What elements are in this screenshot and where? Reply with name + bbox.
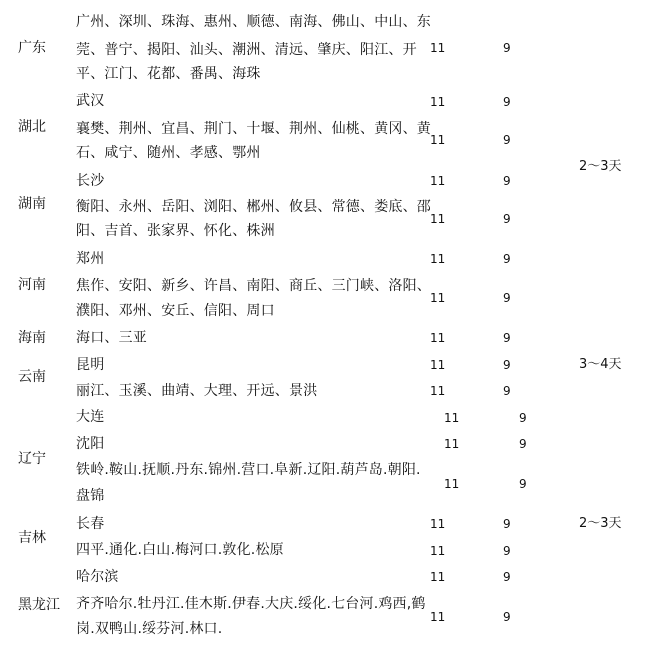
standard-days-value: 11: [430, 174, 446, 188]
city-list-line: 盘锦: [76, 488, 105, 504]
province-label: 河南: [18, 277, 46, 293]
express-days-value: 9: [519, 477, 527, 491]
express-days-value: 9: [503, 384, 511, 398]
city-list-line: 襄樊、荆州、宜昌、荆门、十堰、荆州、仙桃、黄冈、黄: [76, 121, 431, 137]
express-days-value: 9: [503, 570, 511, 584]
city-list-line: 阳、吉首、张家界、怀化、株洲: [76, 223, 275, 239]
standard-days-value: 11: [444, 437, 460, 451]
standard-days-value: 11: [430, 95, 446, 109]
standard-days-value: 11: [430, 331, 446, 345]
standard-days-value: 11: [430, 570, 446, 584]
standard-days-value: 11: [430, 384, 446, 398]
delivery-time-range: 3～4天: [579, 357, 622, 372]
city-list-line: 齐齐哈尔.牡丹江.佳木斯.伊春.大庆.绥化.七台河.鸡西,鹤: [76, 596, 426, 612]
city-list-line: 濮阳、邓州、安丘、信阳、周口: [76, 303, 275, 319]
city-list-line: 郑州: [76, 251, 105, 267]
standard-days-value: 11: [430, 544, 446, 558]
standard-days-value: 11: [430, 291, 446, 305]
express-days-value: 9: [503, 41, 511, 55]
city-list-line: 哈尔滨: [76, 569, 119, 585]
city-list-line: 石、咸宁、随州、孝感、鄂州: [76, 145, 261, 161]
city-list-line: 武汉: [76, 93, 105, 109]
standard-days-value: 11: [444, 411, 460, 425]
province-label: 黑龙江: [18, 597, 60, 613]
express-days-value: 9: [503, 174, 511, 188]
standard-days-value: 11: [430, 212, 446, 226]
express-days-value: 9: [503, 291, 511, 305]
province-label: 海南: [18, 330, 46, 346]
province-label: 吉林: [18, 530, 46, 546]
city-list-line: 海口、三亚: [76, 330, 147, 346]
express-days-value: 9: [503, 517, 511, 531]
standard-days-value: 11: [430, 252, 446, 266]
city-list-line: 长春: [76, 516, 105, 532]
city-list-line: 衡阳、永州、岳阳、浏阳、郴州、攸县、常德、娄底、邵: [76, 199, 431, 215]
express-days-value: 9: [503, 331, 511, 345]
express-days-value: 9: [503, 95, 511, 109]
city-list-line: 岗.双鸭山.绥芬河.林口.: [76, 621, 223, 637]
city-list-line: 长沙: [76, 173, 105, 189]
standard-days-value: 11: [430, 610, 446, 624]
city-list-line: 莞、普宁、揭阳、汕头、潮洲、清远、肇庆、阳江、开: [76, 42, 417, 58]
delivery-time-range: 2～3天: [579, 159, 622, 174]
express-days-value: 9: [503, 544, 511, 558]
province-label: 湖南: [18, 196, 46, 212]
province-label: 湖北: [18, 119, 46, 135]
express-days-value: 9: [503, 133, 511, 147]
express-days-value: 9: [503, 610, 511, 624]
city-list-line: 丽江、玉溪、曲靖、大理、开远、景洪: [76, 383, 318, 399]
city-list-line: 四平.通化.白山.梅河口.敦化.松原: [76, 542, 284, 558]
city-list-line: 平、江门、花都、番禺、海珠: [76, 66, 261, 82]
standard-days-value: 11: [430, 41, 446, 55]
city-list-line: 铁岭.鞍山.抚顺.丹东.锦州.营口.阜新.辽阳.葫芦岛.朝阳.: [76, 462, 421, 478]
express-days-value: 9: [503, 252, 511, 266]
delivery-time-range: 2～3天: [579, 516, 622, 531]
city-list-line: 焦作、安阳、新乡、许昌、南阳、商丘、三门峡、洛阳、: [76, 278, 431, 294]
city-list-line: 广州、深圳、珠海、惠州、顺德、南海、佛山、中山、东: [76, 14, 431, 30]
province-label: 辽宁: [18, 451, 46, 467]
province-label: 广东: [18, 40, 46, 56]
province-label: 云南: [18, 369, 46, 385]
express-days-value: 9: [503, 212, 511, 226]
standard-days-value: 11: [444, 477, 460, 491]
city-list-line: 沈阳: [76, 436, 105, 452]
standard-days-value: 11: [430, 517, 446, 531]
city-list-line: 大连: [76, 409, 105, 425]
express-days-value: 9: [519, 437, 527, 451]
city-list-line: 昆明: [76, 357, 105, 373]
standard-days-value: 11: [430, 358, 446, 372]
express-days-value: 9: [503, 358, 511, 372]
express-days-value: 9: [519, 411, 527, 425]
standard-days-value: 11: [430, 133, 446, 147]
